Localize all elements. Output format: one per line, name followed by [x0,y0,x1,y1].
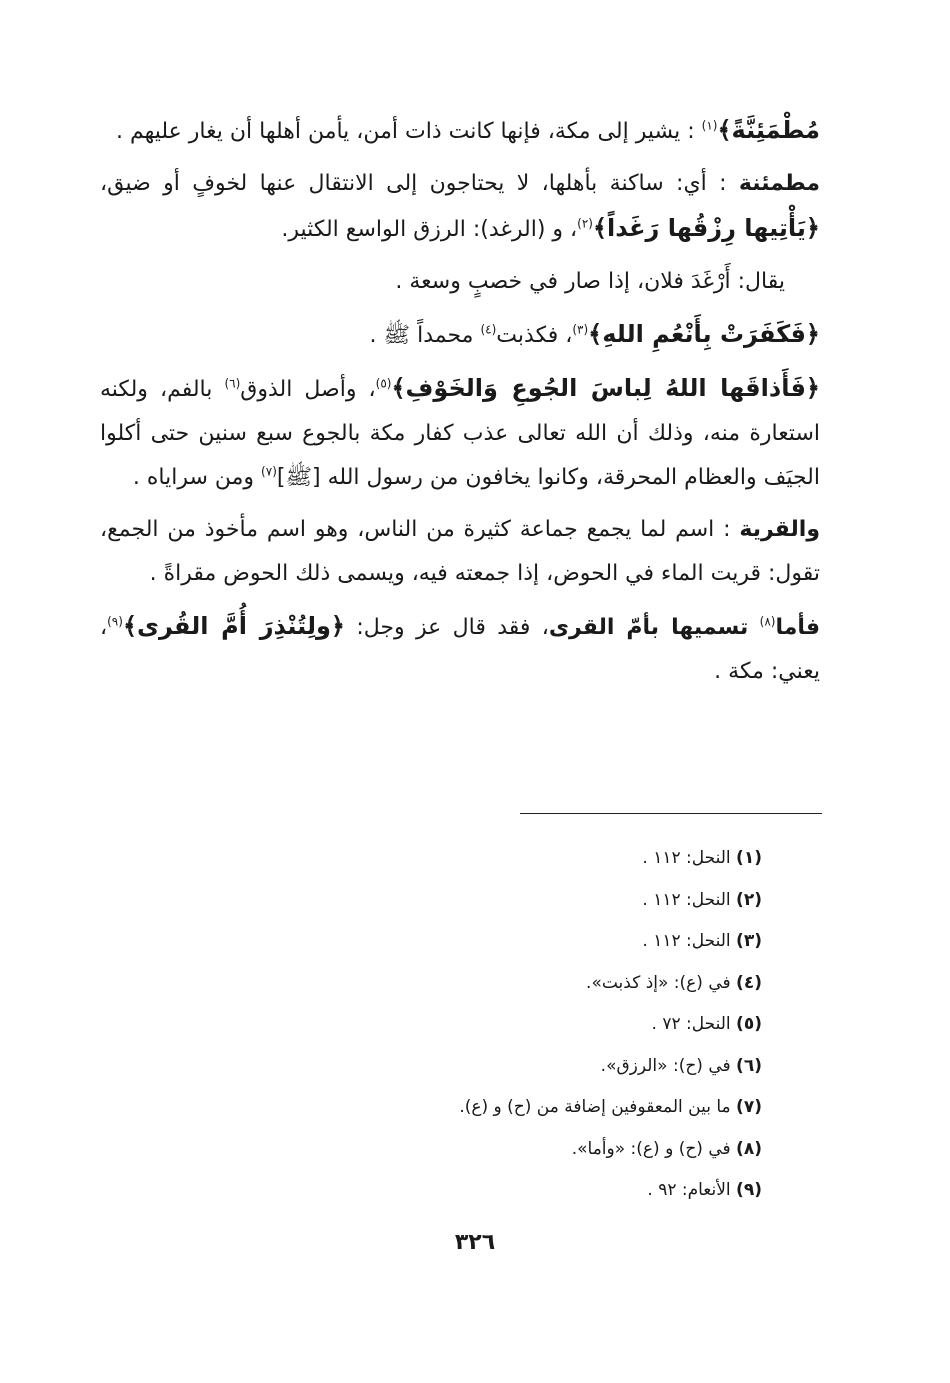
footnote-text: النحل: ١١٢ . [642,889,731,910]
footnote-number: (٩) [736,1180,762,1200]
footnote-1 [202,838,762,880]
paragraph-text: ، و (الرغد): الرزق الواسع الكثير. [281,217,578,242]
footnote-text: الأنعام: ٩٢ . [647,1180,731,1200]
footnotes [202,838,762,1212]
term-heading: فأما [775,615,821,640]
paragraph-4 [100,312,820,358]
footnote-text: النحل: ٧٢ . [651,1014,731,1034]
paragraph-text: : يشير إلى مكة، فإنها كانت ذات أمن، يأمن أهلها أن يغار عليهم . [115,119,695,144]
paragraph-5 [100,366,820,500]
quran-quote: ﴿ولِتُنْذِرَ أُمَّ القُرى﴾ [122,612,345,640]
paragraph-text: ، وأصل الذوق [240,377,376,402]
footnote-divider [520,813,822,814]
paragraph-text: ومن سراياه . [132,465,255,490]
footnote-7 [202,1087,762,1129]
paragraph-1 [100,108,820,154]
footnote-number: (٤) [736,972,762,993]
footnote-ref: (٤) [480,322,497,337]
term-heading: تسميها بأمّ القرى [548,615,749,640]
footnote-ref: (٧) [261,464,277,479]
paragraph-3 [100,260,820,304]
footnote-8 [202,1129,762,1171]
footnote-text: النحل: ١١٢ . [642,848,731,868]
paragraph-text: بالفم، ولكنه استعارة منه، وذلك أن الله تعالى عذب كفار مكة بالجوع سبع سنين حتى أكلوا الجيَف والعظام المحرقة، وكانوا يخافون من رسول الله [ﷺ] [100,377,820,490]
footnote-number: (٢) [736,889,762,910]
quran-quote: مُطْمَئِنَّةً﴾ [717,116,820,144]
page-number: ٣٢٦ [454,1230,496,1255]
footnote-text: النحل: ١١٢ . [642,931,731,951]
footnote-6 [202,1046,762,1088]
quran-quote: ﴿فَأَذاقَها اللهُ لِباسَ الجُوعِ وَالخَوْفِ﴾ [391,374,820,402]
footnote-text: في (ع): «إذ كذبت». [586,972,731,993]
quran-quote: ﴿فَكَفَرَتْ بِأَنْعُمِ اللهِ﴾ [588,320,820,348]
paragraph-text: يقال: أَرْغَدَ فلان، إذا صار في خصبٍ وسعة . [395,269,785,294]
paragraph-text: : أي: ساكنة بأهلها، لا يحتاجون إلى الانتقال عنها لخوفٍ أو ضيق، [100,171,727,196]
paragraph-text: ، فقد قال عز وجل: [356,615,549,640]
term-heading: مطمئنة [738,171,820,196]
footnote-number: (٧) [736,1097,762,1117]
footnote-number: (٣) [736,931,762,951]
footnote-ref: (١) [701,118,718,133]
paragraph-text: ، فكذبت [496,323,573,348]
paragraph-2 [100,162,820,252]
footnote-9 [202,1170,762,1212]
footnote-ref: (٢) [577,216,593,231]
paragraph-text: : اسم لما يجمع جماعة كثيرة من الناس، وهو اسم مأخوذ من الجمع، تقول: قريت الماء في الحوض، إذا جمعته فيه، ويسمى ذلك الحوض مقراةً . [100,517,820,586]
paragraph-6 [100,508,820,596]
footnote-text: ما بين المعقوفين إضافة من (ح) و (ع). [459,1097,731,1117]
footnote-number: (٨) [736,1138,762,1159]
footnote-5 [202,1004,762,1046]
main-text [100,108,820,694]
paragraph-text: ، يعني: مكة . [100,615,820,684]
footnote-ref: (٦) [224,376,241,391]
footnote-ref: (٣) [572,322,589,337]
term-heading: والقرية [739,517,820,542]
footnote-ref: (٥) [375,376,392,391]
footnote-4 [202,963,762,1005]
footnote-text: في (ح): «الرزق». [600,1055,731,1076]
footnote-3 [202,921,762,963]
footnote-2 [202,880,762,922]
paragraph-7 [100,604,820,694]
footnote-text: في (ح) و (ع): «وأما». [571,1138,731,1159]
footnote-number: (١) [736,848,762,868]
footnote-number: (٦) [736,1055,762,1076]
footnote-ref: (٩) [107,614,123,629]
quran-quote: ﴿يَأْتِيها رِزْقُها رَغَداً﴾ [592,214,820,242]
footnote-number: (٥) [736,1014,762,1034]
paragraph-text: محمداً ﷺ . [369,323,474,348]
footnote-ref: (٨) [759,614,776,629]
